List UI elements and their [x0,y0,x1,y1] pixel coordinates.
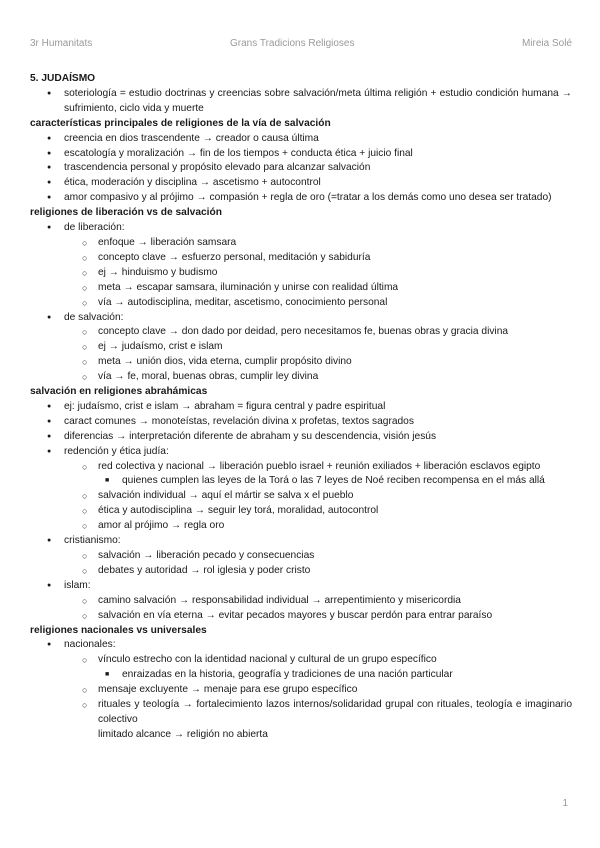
page-number: 1 [562,798,568,809]
national-bond-text: ○ vínculo estrecho con la identidad nacional y cultural de un grupo específico [98,654,437,666]
list-item: ● trascendencia personal y propósito elevado para alcanzar salvación [64,161,572,176]
list-item: ○ meta → unión dios, vida eterna, cumplir propósito divino [98,355,572,370]
section-title: 5. JUDAÍSMO [30,73,96,84]
list-item [64,445,572,534]
salvation-sublist [98,325,572,385]
liberation-label: de liberación: [64,222,125,234]
list-item [98,460,572,490]
islam-sublist [98,594,572,624]
list-item: ○ vía → fe, moral, buenas obras, cumplir ley divina [98,370,572,385]
list-item: ● ética, moderación y disciplina → ascetismo + autocontrol [64,176,572,191]
list-item: ● caract comunes → monoteístas, revelación divina x profetas, textos sagrados [64,415,572,430]
liberation-vs-salvation-list [64,221,572,385]
list-item: ○ concepto clave → don dado por deidad, pero necesitamos fe, buenas obras y gracia divina [98,325,572,340]
list-item: ● ej: judaísmo, crist e islam → abraham = figura central y padre espiritual [64,400,572,415]
list-item [98,698,572,743]
list-item: ○ vía → autodisciplina, meditar, ascetismo, conocimiento personal [98,296,572,311]
list-item: ■ quienes cumplen las leyes de la Torá o las 7 leyes de Noé reciben recompensa en el más allá [122,474,572,489]
collective-redemption-sublist [122,474,572,489]
list-item: ○ salvación en vía eterna → evitar pecados mayores y buscar perdón para entrar paraíso [98,609,572,624]
list-item [64,579,572,624]
list-item: ○ ética y autodisciplina → seguir ley torá, moralidad, autocontrol [98,504,572,519]
list-item [64,638,572,742]
intro-list [64,87,572,117]
list-item: ○ amor al prójimo → regla oro [98,519,572,534]
jewish-redemption-label: redención y ética judía: [64,445,169,457]
list-item: ○ enfoque → liberación samsara [98,236,572,251]
list-item: ■ enraizadas en la historia, geografía y tradiciones de una nación particular [122,668,572,683]
national-label: nacionales: [64,639,116,651]
national-sublist [98,653,572,742]
liberation-sublist [98,236,572,311]
list-item: ○ concepto clave → esfuerzo personal, meditación y sabiduría [98,251,572,266]
islam-label: islam: [64,579,91,591]
section-heading-salvation-traits: características principales de religiones de la vía de salvación [30,117,331,129]
list-item: ○ ej → judaísmo, crist e islam [98,340,572,355]
christianity-sublist [98,549,572,579]
list-item: ● creencia en dios trascendente → creador o causa última [64,132,572,147]
jewish-redemption-sublist [98,460,572,535]
rituals-text: ○ rituales y teología → fortalecimiento lazos internos/solidaridad grupal con rituales, teología e imaginario colectivo [98,699,572,725]
list-item [64,221,572,310]
header-course: 3r Humanitats [30,38,93,49]
list-item: ○ camino salvación → responsabilidad individual → arrepentimiento y misericordia [98,594,572,609]
list-item: ○ salvación individual → aquí el mártir se salva x el pueblo [98,489,572,504]
header-author: Mireia Solé [521,38,572,49]
abrahamic-list [64,400,572,624]
list-item: ● escatología y moralización → fin de los tiempos + conducta ética + juicio final [64,147,572,162]
list-item: ○ debates y autoridad → rol iglesia y poder cristo [98,564,572,579]
national-bond-sublist [122,668,572,683]
list-item: ● amor compasivo y al prójimo → compasión + regla de oro (=tratar a los demás como uno desea ser tratado) [64,191,572,206]
collective-redemption-text: ○ red colectiva y nacional → liberación pueblo israel + reunión exiliados + liberación esclavos egipto [98,460,541,472]
national-vs-universal-list [64,638,572,742]
list-item [98,653,572,683]
list-item [64,534,572,579]
section-heading-liberation-vs-salvation: religiones de liberación vs de salvación [30,207,222,219]
list-item: ○ meta → escapar samsara, iluminación y unirse con realidad última [98,281,572,296]
list-item: ● soteriología = estudio doctrinas y creencias sobre salvación/meta última religión + estudio condición humana → sufrimiento, ciclo vida y muerte [64,87,572,117]
section-heading-national-vs-universal: religiones nacionales vs universales [30,624,207,636]
list-item: ○ mensaje excluyente → menaje para ese grupo específico [98,683,572,698]
list-item [64,311,572,386]
page-header [30,38,572,52]
limited-scope-text: limitado alcance → religión no abierta [98,728,268,740]
salvation-traits-list [64,132,572,207]
document-body [30,72,572,743]
christianity-label: cristianismo: [64,535,121,547]
section-heading-abrahamic: salvación en religiones abrahámicas [30,386,208,398]
list-item: ● diferencias → interpretación diferente de abraham y su descendencia, visión jesús [64,430,572,445]
list-item: ○ ej → hinduismo y budismo [98,266,572,281]
salvation-label: de salvación: [64,311,124,323]
header-subject: Grans Tradicions Religioses [230,38,355,49]
list-item: ○ salvación → liberación pecado y consecuencias [98,549,572,564]
